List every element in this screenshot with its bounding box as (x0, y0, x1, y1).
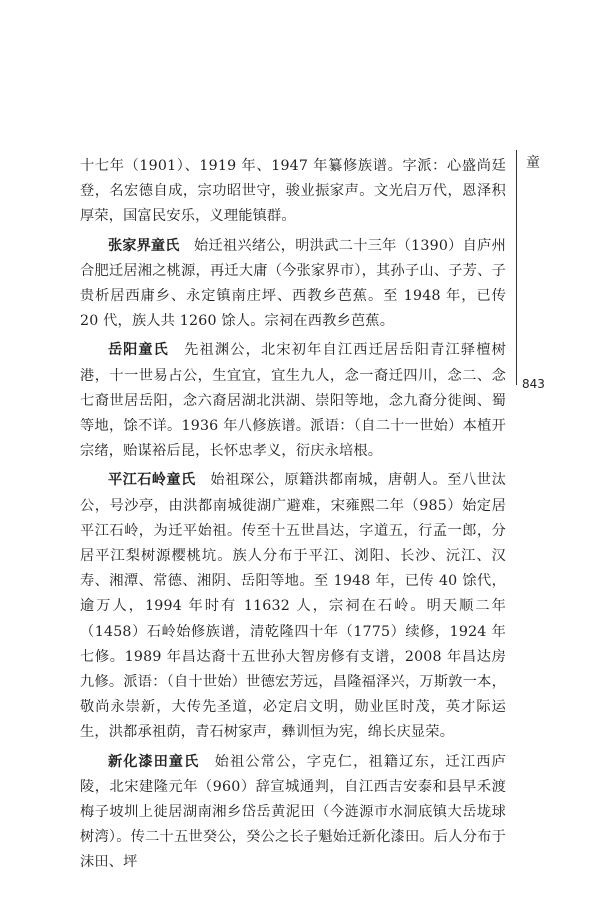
clan-heading: 张家界童氏 (108, 237, 180, 254)
paragraph-text: 始祖公常公，字克仁，祖籍辽东，迁江西庐陵，北宋建隆元年（960）辞宣城通判，自江西吉安泰和县早禾渡梅子坡圳上徙居湖南湘乡岱岳黄泥田（今涟源市水洞底镇大岳垅球树湾）。传二十五世癸公，癸公之长子魁始迁新化漆田。后人分布于沫田、坪 (80, 753, 506, 871)
paragraph-text: 十七年（1901）、1919 年、1947 年纂修族谱。字派：心盛尚廷登，名宏德自成，宗功昭世守，骏业振家声。文光启万代，恩泽积厚荣，国富民安乐，义理能镇群。 (80, 158, 506, 225)
body-text (80, 154, 506, 880)
paragraph-text: 始祖琛公，原籍洪都南城，唐朝人。至八世汰公，号沙亭，由洪都南城徙湖广避难，宋雍熙二年（985）始定居平江石岭，为迁平始祖。传至十五世昌达，字道五，行孟一郎，分居平江梨树源樱桃坑。族人分布于平江、浏阳、长沙、沅江、汉寿、湘潭、常德、湘阴、岳阳等地。至 1948 年，已传 40 馀代，逾万人，1994 年时有 11632 人，宗祠在石岭。明天顺二年（1458）石岭始修族谱，清乾隆四十年（1775）续修，1924 年七修。1989 年昌达裔十五世孙大智房修有支谱，2008 年昌达房九修。派语：（自十世始）世德宏芳远，昌隆福泽兴，万斯敦一本，敬尚永崇新，大传先圣道，必定启文明，勋业匡时茂，英才际运生，洪都承祖荫，青石树家声，彝训恒为宪，绵长庆显荣。 (80, 472, 506, 741)
paragraph-text: 先祖渊公，北宋初年自江西迁居岳阳青江驿檀树港，十一世易占公，生宜宜，宜生九人，念一裔迁四川，念二、念七裔世居岳阳，念六裔居湖北洪湖、崇阳等地，念九裔分徙闽、蜀等地，馀不详。1936 年八修族谱。派语：（自二十一世始）本植开宗绪，贻谋裕后昆，长怀忠孝义，衍庆永培根。 (80, 342, 506, 460)
margin-rule (516, 150, 517, 385)
paragraph (80, 338, 506, 464)
clan-heading: 岳阳童氏 (108, 342, 169, 359)
paragraph (80, 468, 506, 745)
paragraph (80, 234, 506, 335)
running-head: 童 (526, 155, 540, 171)
paragraph-text: 始迁祖兴绪公，明洪武二十三年（1390）自庐州合肥迁居湘之桃源，再迁大庸（今张家界市），其孙子山、子芳、子贵析居西庸乡、永定镇南庄坪、西教乡芭蕉。至 1948 年，已传 20 代，族人共 1260 馀人。宗祠在西教乡芭蕉。 (80, 237, 506, 330)
paragraph (80, 154, 506, 230)
clan-heading: 新化漆田童氏 (108, 753, 200, 770)
page-number: 843 (522, 377, 545, 391)
clan-heading: 平江石岭童氏 (108, 472, 196, 489)
paragraph (80, 750, 506, 876)
